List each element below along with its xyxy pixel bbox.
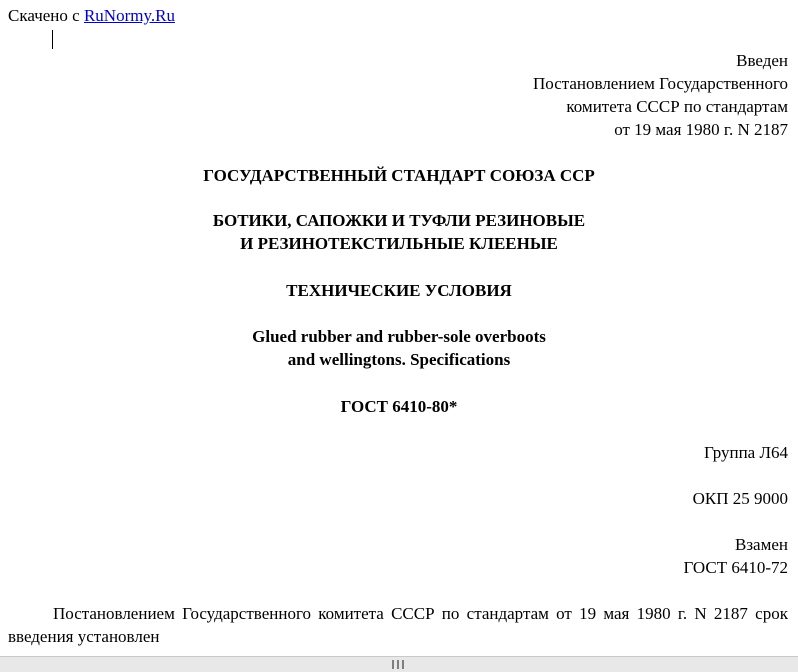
- body-paragraph: [8, 602, 788, 648]
- okp-code: ОКП 25 9000: [692, 489, 788, 508]
- scrollbar-grip-icon[interactable]: [392, 660, 404, 669]
- replaces-label: Взамен: [734, 535, 788, 554]
- introduced-label: Введен: [736, 51, 788, 70]
- gost-number: ГОСТ 6410-80*: [340, 397, 458, 416]
- document-subtitle: ТЕХНИЧЕСКИЕ УСЛОВИЯ: [286, 281, 512, 300]
- text-cursor: [52, 30, 53, 49]
- replaces-value: ГОСТ 6410-72: [683, 558, 788, 577]
- source-prefix: Скачено с: [8, 6, 84, 25]
- english-title-line1: Glued rubber and rubber-sole overboots: [252, 327, 546, 346]
- standard-title: ГОСУДАРСТВЕННЫЙ СТАНДАРТ СОЮЗА ССР: [203, 166, 595, 185]
- body-paragraph-text: Постановлением Государственного комитета СССР по стандартам от 19 мая 1980 г. N 2187 срок введения установлен: [8, 604, 788, 646]
- product-title-line1: БОТИКИ, САПОЖКИ И ТУФЛИ РЕЗИНОВЫЕ: [212, 211, 586, 230]
- product-title-line2: И РЕЗИНОТЕКСТИЛЬНЫЕ КЛЕЕНЫЕ: [240, 234, 558, 253]
- english-title-line2: and wellingtons. Specifications: [287, 350, 511, 369]
- source-link[interactable]: RuNormy.Ru: [83, 6, 175, 25]
- introduced-authority: Постановлением Государственного: [533, 74, 788, 93]
- classification-group: Группа Л64: [703, 443, 788, 462]
- source-line: [8, 6, 175, 26]
- introduced-committee: комитета СССР по стандартам: [566, 97, 788, 116]
- introduced-date: от 19 мая 1980 г. N 2187: [614, 120, 788, 139]
- horizontal-scrollbar[interactable]: [0, 656, 798, 672]
